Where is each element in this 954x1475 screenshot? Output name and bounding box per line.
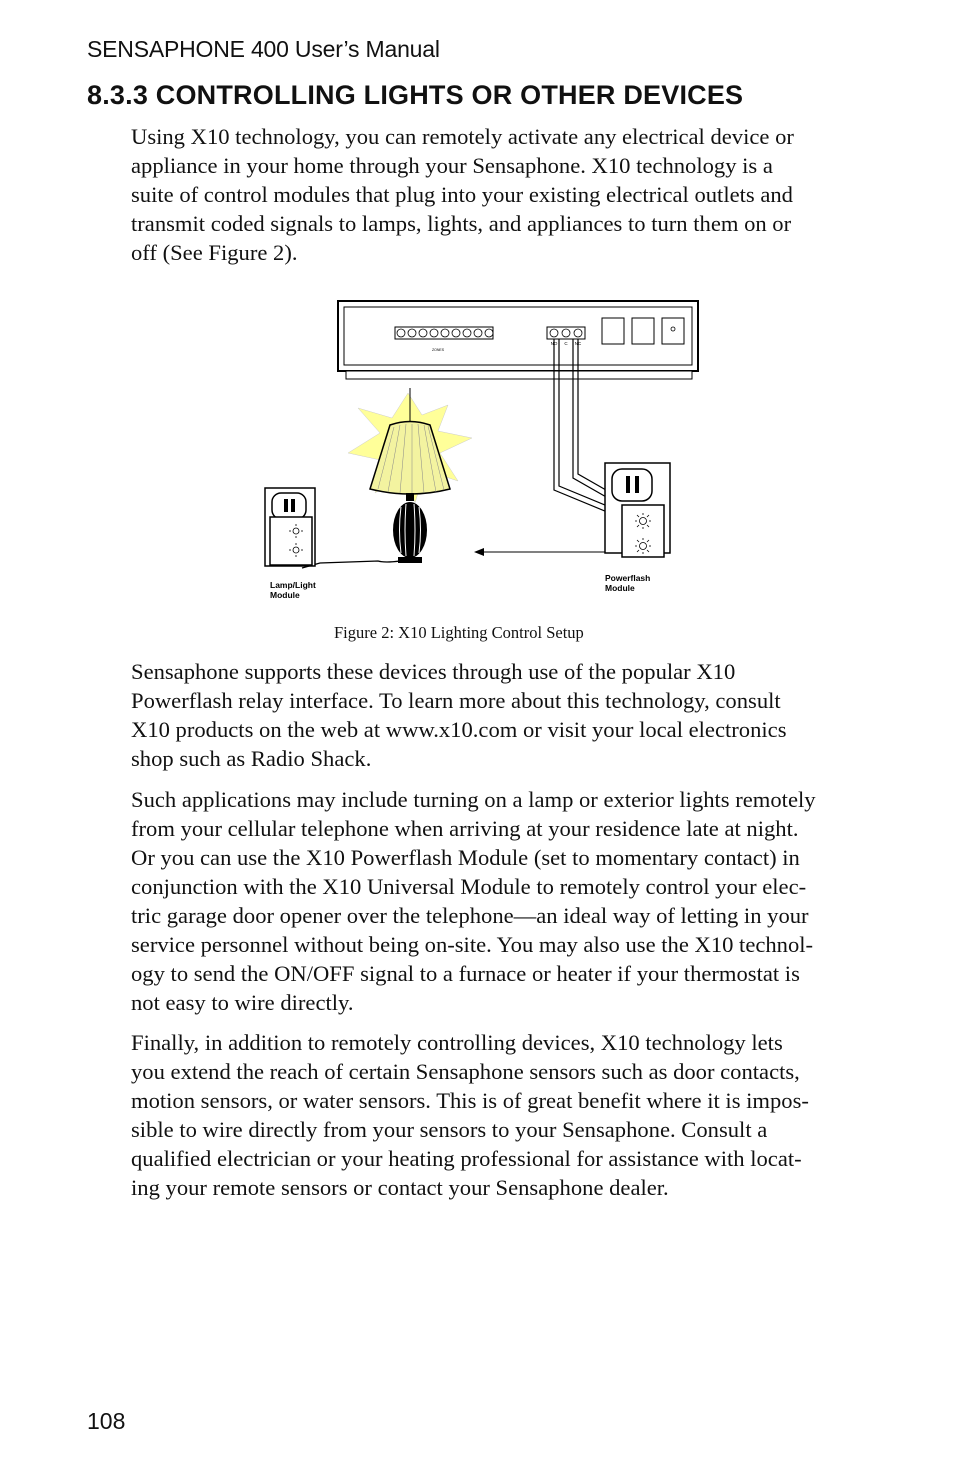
- powerflash-module: [605, 463, 670, 593]
- text-line: suite of control modules that plug into your existing electrical outlets and: [131, 182, 793, 207]
- relay-terminal-label: NO: [550, 341, 558, 346]
- text-line: Sensaphone supports these devices through use of the popular X10: [131, 659, 736, 684]
- text-line: not easy to wire directly.: [131, 990, 354, 1015]
- figure-caption: Figure 2: X10 Lighting Control Setup: [334, 623, 584, 642]
- paragraph-intro: [131, 122, 871, 267]
- signal-arrow: [474, 548, 605, 556]
- text-line: appliance in your home through your Sensaphone. X10 technology is a: [131, 153, 773, 178]
- text-line: Powerflash relay interface. To learn more about this technology, consult: [131, 688, 781, 713]
- lamp-module-label: Lamp/Light: [270, 580, 316, 590]
- running-header: SENSAPHONE 400 User’s Manual: [87, 36, 440, 62]
- text-line: conjunction with the X10 Universal Module to remotely control your elec-: [131, 874, 807, 899]
- powerflash-module-label: Powerflash: [605, 573, 651, 583]
- text-line: Finally, in addition to remotely controlling devices, X10 technology lets: [131, 1030, 783, 1055]
- sensaphone-unit: [338, 301, 698, 379]
- lamp: [302, 388, 472, 568]
- text-line: tric garage door opener over the telephone—an ideal way of letting in your: [131, 903, 809, 928]
- text-line: you extend the reach of certain Sensaphone sensors such as door contacts,: [131, 1059, 800, 1084]
- text-line: ogy to send the ON/OFF signal to a furnace or heater if your thermostat is: [131, 961, 800, 986]
- lamp-module-label: Module: [270, 590, 300, 600]
- relay-terminal-label: C: [564, 341, 568, 346]
- text-line: shop such as Radio Shack.: [131, 746, 372, 771]
- paragraph-powerflash: [131, 657, 871, 773]
- paragraph-sensors: [131, 1028, 871, 1202]
- text-line: from your cellular telephone when arriving at your residence late at night.: [131, 816, 799, 841]
- text-line: transmit coded signals to lamps, lights, and appliances to turn them on or: [131, 211, 792, 236]
- text-line: Such applications may include turning on a lamp or exterior lights remotely: [131, 787, 816, 812]
- zones-label: ZONES: [431, 348, 445, 352]
- text-line: Or you can use the X10 Powerflash Module (set to momentary contact) in: [131, 845, 800, 870]
- text-line: motion sensors, or water sensors. This is of great benefit where it is impos-: [131, 1088, 809, 1113]
- text-line: ing your remote sensors or contact your Sensaphone dealer.: [131, 1175, 669, 1200]
- powerflash-module-label: Module: [605, 583, 635, 593]
- text-line: qualified electrician or your heating professional for assistance with locat-: [131, 1146, 802, 1171]
- paragraph-applications: [131, 785, 871, 1017]
- lamp-module: [265, 488, 316, 600]
- text-line: off (See Figure 2).: [131, 240, 298, 265]
- text-line: service personnel without being on-site. You may also use the X10 technol-: [131, 932, 814, 957]
- page-number: 108: [87, 1408, 126, 1434]
- x10-lighting-diagram: [260, 293, 700, 613]
- text-line: X10 products on the web at www.x10.com or visit your local electronics: [131, 717, 787, 742]
- section-title: 8.3.3 CONTROLLING LIGHTS OR OTHER DEVICES: [87, 80, 744, 110]
- relay-terminal-label: NC: [574, 341, 582, 346]
- text-line: Using X10 technology, you can remotely activate any electrical device or: [131, 124, 794, 149]
- relay-terminal-block: [547, 327, 585, 346]
- text-line: sible to wire directly from your sensors to your Sensaphone. Consult a: [131, 1117, 768, 1142]
